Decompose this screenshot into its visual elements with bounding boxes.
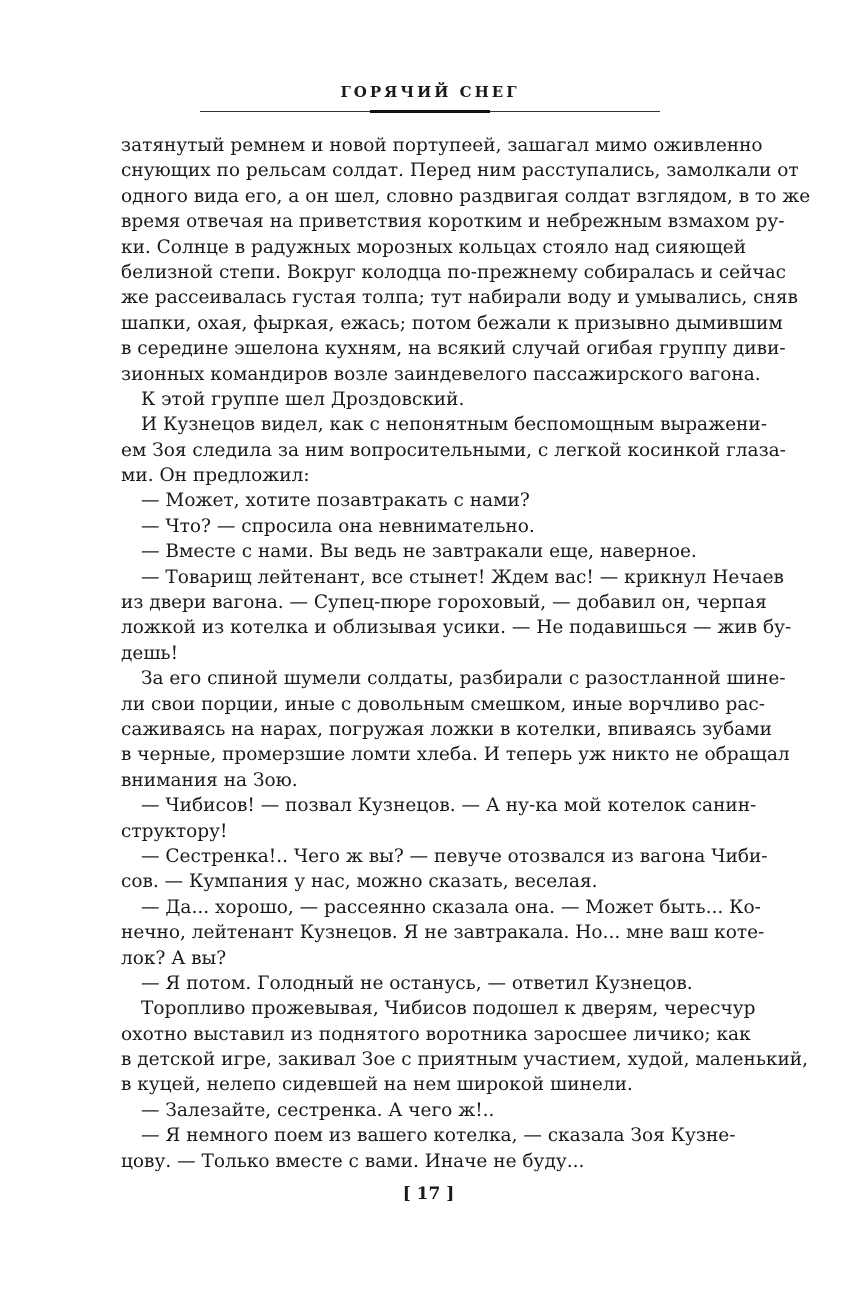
text-line: время отвечая на приветствия коротким и небрежным взмахом ру- [121, 211, 785, 233]
text-line: ки. Солнце в радужных морозных кольцах стояло над сияющей [121, 236, 747, 258]
text-line: зионных командиров возле заиндевелого пассажирского вагона. [121, 363, 761, 385]
text-line: — Товарищ лейтенант, все стынет! Ждем вас! — крикнул Нечаев [141, 566, 784, 588]
text-line: — Чибисов! — позвал Кузнецов. — А ну-ка мой котелок санин- [141, 795, 757, 817]
header-rule [200, 110, 660, 113]
text-line: — Может, хотите позавтракать с нами? [141, 490, 530, 512]
text-line: нечно, лейтенант Кузнецов. Я не завтракала. Но... мне ваш коте- [121, 922, 765, 944]
text-line: ем Зоя следила за ним вопросительными, с легкой косинкой глаза- [121, 439, 786, 461]
text-line: же рассеивалась густая толпа; тут набирали воду и умывались, сняв [121, 287, 798, 309]
text-line: ми. Он предложил: [121, 465, 310, 487]
text-line: внимания на Зою. [121, 769, 298, 791]
text-line: — Вместе с нами. Вы ведь не завтракали еще, наверное. [141, 541, 697, 563]
text-line: в середине эшелона кухням, на всякий случай огибая группу диви- [121, 338, 786, 360]
text-line: белизной степи. Вокруг колодца по-прежнему собиралась и сейчас [121, 261, 786, 283]
text-line: саживаясь на нарах, погружая ложки в котелки, впиваясь зубами [121, 718, 772, 740]
text-line: лок? А вы? [121, 947, 227, 969]
page-number: [ 17 ] [402, 1184, 455, 1204]
text-line: ли свои порции, иные с довольным смешком, иные ворчливо рас- [121, 693, 765, 715]
text-line: затянутый ремнем и новой портупеей, зашагал мимо оживленно [121, 135, 763, 156]
text-line: ложкой из котелка и облизывая усики. — Не подавишься — жив бу- [121, 617, 792, 639]
text-line: в куцей, нелепо сидевшей на нем широкой шинели. [121, 1074, 633, 1096]
book-title: ГОРЯЧИЙ СНЕГ [340, 83, 520, 101]
text-line: в детской игре, закивал Зое с приятным участием, худой, маленький, [121, 1049, 809, 1071]
text-line: — Что? — спросила она невнимательно. [141, 515, 535, 537]
text-line: снующих по рельсам солдат. Перед ним расступались, замолкали от [121, 160, 799, 182]
text-line: дешь! [121, 642, 179, 664]
header-rule-thick [370, 110, 490, 113]
text-line: — Я потом. Голодный не останусь, — ответил Кузнецов. [141, 972, 693, 994]
text-line: К этой группе шел Дроздовский. [141, 388, 465, 410]
text-line: структору! [121, 820, 228, 842]
text-line: — Сестренка!.. Чего ж вы? — певуче отозвался из вагона Чиби- [141, 845, 768, 867]
text-line: Торопливо прожевывая, Чибисов подошел к дверям, чересчур [141, 998, 756, 1020]
running-header [120, 80, 740, 113]
text-line: из двери вагона. — Супец-пюре гороховый, — добавил он, черпая [121, 592, 767, 614]
text-line: — Залезайте, сестренка. А чего ж!.. [141, 1099, 495, 1121]
text-line: За его спиной шумели солдаты, разбирали с разостланной шине- [141, 668, 786, 690]
text-line: в черные, промерзшие ломти хлеба. И теперь уж никто не обращал [121, 744, 790, 766]
text-line: — Я немного поем из вашего котелка, — сказала Зоя Кузне- [141, 1125, 736, 1147]
text-line: цову. — Только вместе с вами. Иначе не буду... [121, 1150, 585, 1172]
text-line: одного вида его, а он шел, словно раздвигая солдат взглядом, в то же [121, 185, 811, 207]
text-line: И Кузнецов видел, как с непонятным беспомощным выражени- [141, 414, 767, 436]
text-line: — Да... хорошо, — рассеянно сказала она. — Может быть... Ко- [141, 896, 761, 918]
text-line: сов. — Кумпания у нас, можно сказать, веселая. [121, 871, 598, 893]
text-line: охотно выставил из поднятого воротника заросшее личико; как [121, 1023, 751, 1045]
text-line: шапки, охая, фыркая, ежась; потом бежали к призывно дымившим [121, 312, 783, 334]
body-text [121, 133, 811, 1174]
